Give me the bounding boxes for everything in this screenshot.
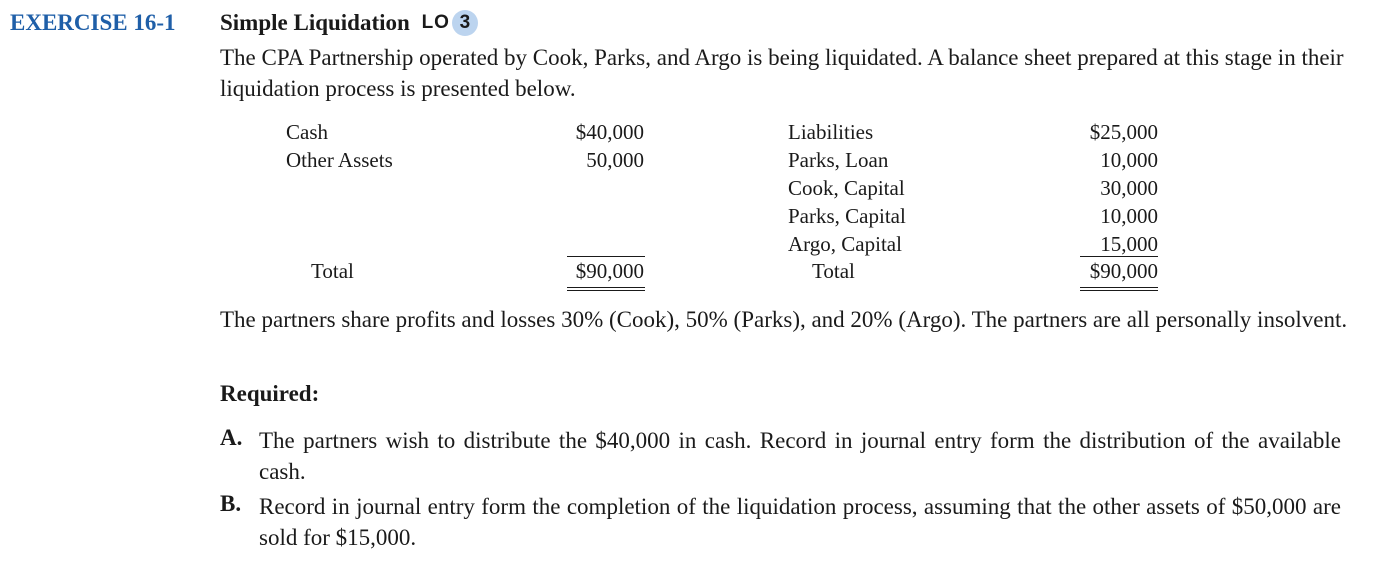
asset-amount-cash: $40,000 [575, 120, 644, 144]
assets-total-label: Total [311, 259, 354, 283]
required-item-a-letter: A. [220, 425, 243, 450]
required-item-b-letter: B. [220, 491, 242, 516]
liability-label-parks-loan: Parks, Loan [788, 148, 889, 172]
liability-amount-parks-capital: 10,000 [1100, 204, 1158, 228]
assets-total-double-rule-1 [567, 287, 645, 288]
assets-total-amount: $90,000 [575, 259, 644, 283]
learning-objective-badge [422, 10, 478, 36]
liability-amount-liabilities: $25,000 [1089, 120, 1158, 144]
liability-label-parks-capital: Parks, Capital [788, 204, 906, 228]
liabilities-subtotal-rule [1080, 256, 1158, 257]
exercise-title-row [220, 10, 478, 38]
asset-label-cash: Cash [286, 120, 328, 144]
assets-total-double-rule-2 [567, 290, 645, 291]
exercise-label: EXERCISE 16-1 [10, 10, 176, 35]
profit-share-paragraph: The partners share profits and losses 30% (Cook), 50% (Parks), and 20% (Argo). The partners are all personally insolvent. [220, 307, 1348, 332]
assets-subtotal-rule [567, 256, 645, 257]
lo-prefix: LO [421, 11, 450, 33]
liabilities-total-label: Total [812, 259, 855, 283]
liability-amount-cook-capital: 30,000 [1100, 176, 1158, 200]
liability-label-liabilities: Liabilities [788, 120, 874, 144]
liabilities-total-double-rule-1 [1080, 287, 1158, 288]
required-item-a-text: The partners wish to distribute the $40,000 in cash. Record in journal entry form the distribution of the available cash. [259, 428, 1341, 484]
lo-number: 3 [452, 10, 478, 36]
exercise-title: Simple Liquidation [220, 10, 410, 35]
liability-amount-argo-capital: 15,000 [1100, 232, 1158, 256]
liability-label-argo-capital: Argo, Capital [788, 232, 902, 256]
liabilities-total-amount: $90,000 [1089, 259, 1158, 283]
required-item-b-text: Record in journal entry form the completion of the liquidation process, assuming that the other assets of $50,000 are sold for $15,000. [259, 494, 1341, 550]
asset-label-other: Other Assets [286, 148, 393, 172]
liability-label-cook-capital: Cook, Capital [788, 176, 905, 200]
asset-amount-other: 50,000 [586, 148, 644, 172]
required-heading: Required: [220, 381, 320, 406]
liabilities-total-double-rule-2 [1080, 290, 1158, 291]
liability-amount-parks-loan: 10,000 [1100, 148, 1158, 172]
intro-paragraph: The CPA Partnership operated by Cook, Parks, and Argo is being liquidated. A balance sheet prepared at this stage in their liquidation process is presented below. [220, 45, 1344, 101]
